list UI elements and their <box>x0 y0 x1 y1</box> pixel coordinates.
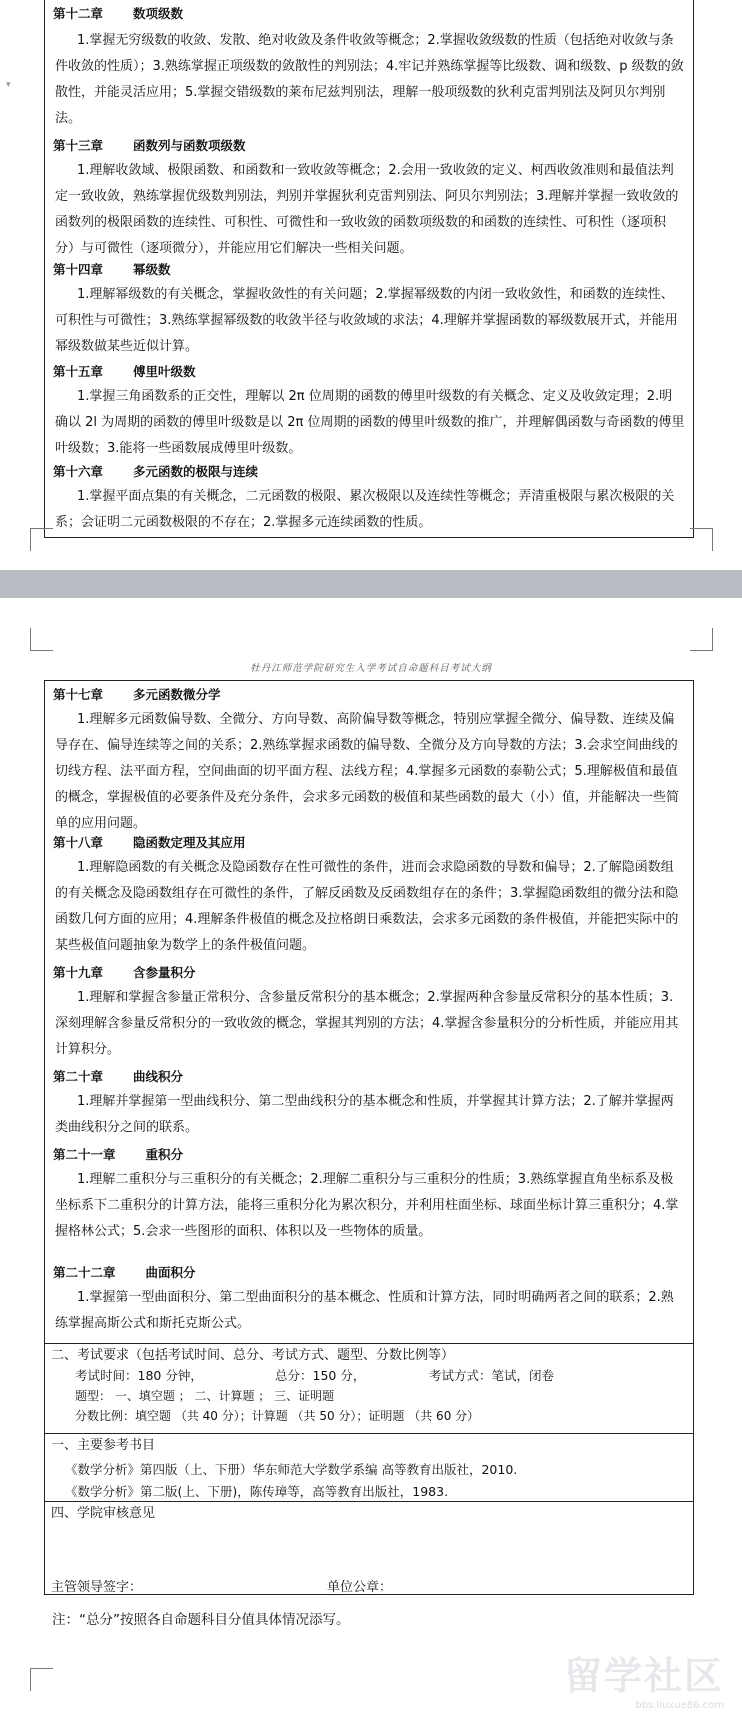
chapter-text-16: 1.掌握平面点集的有关概念，二元函数的极限、累次极限以及连续性等概念；弄清重极限与累次极限的关系；会证明二元函数极限的不存在；2.掌握多元连续函数的性质。 <box>55 489 675 530</box>
reference-item: 《数学分析》第二版(上、下册)，陈传璋等，高等教育出版社，1983. <box>65 1484 449 1499</box>
document-page-1 <box>0 0 742 570</box>
exam-heading: 二、考试要求（包括考试时间、总分、考试方式、题型、分数比例等） <box>51 1348 455 1363</box>
chapter-heading-13: 第十三章 函数列与函数项级数 <box>53 138 246 153</box>
chapter-text-14: 1.理解幂级数的有关概念，掌握收敛性的有关问题；2.掌握幂级数的内闭一致收敛性，和函数的连续性、可积性与可微性；3.熟练掌握幂级数的收敛半径与收敛域的求法；4.理解并掌握函数的幂级数展开式，并能用幂级数做某些近似计算。 <box>55 287 678 354</box>
chapter-text-17: 1.理解多元函数偏导数、全微分、方向导数、高阶偏导数等概念，特别应掌握全微分、偏导数、连续及偏导存在、偏导连续等之间的关系；2.熟练掌握求函数的偏导数、全微分及方向导数的方法；3.会求空间曲线的切线方程、法平面方程，空间曲面的切平面方程、法线方程；4.掌握多元函数的泰勒公式；5.理解极值和最值的概念，掌握极值的必要条件及充分条件，会求多元函数的极值和某些函数的最大（小）值，并能解决一些简单的应用问题。 <box>55 712 680 831</box>
review-heading: 四、学院审核意见 <box>51 1506 156 1521</box>
exam-total: 总分：150 分， <box>275 1368 366 1383</box>
page-corner-mark <box>30 528 53 551</box>
chapter-text-20: 1.理解并掌握第一型曲线积分、第二型曲线积分的基本概念和性质，并掌握其计算方法；2.了解并掌握两类曲线积分之间的联系。 <box>55 1094 674 1135</box>
page-corner-mark <box>690 628 713 651</box>
watermark <box>564 1645 724 1711</box>
leader-signature-label: 主管领导签字： <box>51 1580 143 1595</box>
page-corner-mark <box>30 1668 53 1691</box>
chapter-heading-22: 第二十二章 曲面积分 <box>53 1265 196 1280</box>
chapter-heading-19: 第十九章 含参量积分 <box>53 965 196 980</box>
chapter-text-18: 1.理解隐函数的有关概念及隐函数存在性可微性的条件，进而会求隐函数的导数和偏导；2.了解隐函数组的有关概念及隐函数组存在可微性的条件，了解反函数及反函数组存在的条件；3.掌握隐函数组的微分法和隐函数几何方面的应用；4.理解条件极值的概念及拉格朗日乘数法，会求多元函数的条件极值，并能把实际中的某些极值问题抽象为数学上的条件极值问题。 <box>55 860 679 953</box>
syllabus-box-page1 <box>44 0 694 538</box>
footnote: 注：“总分”按照各自命题科目分值具体情况添写。 <box>52 1612 350 1628</box>
chapter-heading-20: 第二十章 曲线积分 <box>53 1069 184 1084</box>
chapter-text-19: 1.理解和掌握含参量正常积分、含参量反常积分的基本概念；2.掌握两种含参量反常积分的基本性质；3.深刻理解含参量反常积分的一致收敛的概念，掌握其判别的方法；4.掌握含参量积分的分析性质，并能应用其计算积分。 <box>55 990 679 1057</box>
chapter-heading-16: 第十六章 多元函数的极限与连续 <box>53 464 259 479</box>
chapter-text-15: 1.掌握三角函数系的正交性，理解以 2π 位周期的函数的傅里叶级数的有关概念、定义及收敛定理；2.明确以 2l 为周期的函数的傅里叶级数是以 2π 位周期的函数的傅里叶级数的推广，并理解偶函数与奇函数的傅里叶级数；3.能将一些函数展成傅里叶级数。 <box>55 389 685 456</box>
watermark-url: bbs.liuxue86.com <box>635 1700 724 1711</box>
exam-time: 考试时间：180 分钟， <box>75 1368 203 1383</box>
unit-seal-label: 单位公章： <box>327 1580 393 1595</box>
chapter-heading-17: 第十七章 多元函数微分学 <box>53 687 221 702</box>
reference-item: 《数学分析》第四版（上、下册）华东师范大学数学系编 高等教育出版社，2010. <box>65 1462 518 1477</box>
chapter-heading-14: 第十四章 幂级数 <box>53 262 171 277</box>
chapter-heading-21: 第二十一章 重积分 <box>53 1147 184 1162</box>
chapter-heading-18: 第十八章 隐函数定理及其应用 <box>53 835 246 850</box>
chapter-text-22: 1.掌握第一型曲面积分、第二型曲面积分的基本概念、性质和计算方法，同时明确两者之间的联系；2.熟练掌握高斯公式和斯托克斯公式。 <box>55 1290 674 1331</box>
page-corner-mark <box>30 628 53 651</box>
review-section <box>45 1501 693 1595</box>
margin-mark: ▾ <box>6 80 11 90</box>
page-gap <box>0 570 742 598</box>
references-section <box>45 1433 693 1499</box>
page-header: 牡丹江师范学院研究生入学考试自命题科目考试大纲 <box>250 663 492 674</box>
exam-mode: 考试方式：笔试，闭卷 <box>429 1368 555 1383</box>
chapter-text-13: 1.理解收敛域、极限函数、和函数和一致收敛等概念；2.会用一致收敛的定义、柯西收敛准则和最值法判定一致收敛，熟练掌握优级数判别法，判别并掌握狄利克雷判别法、阿贝尔判别法；3.理解并掌握一致收敛的函数列的极限函数的连续性、可积性、可微性和一致收敛的函数项级数的和函数的连续性、可积性（逐项积分）与可微性（逐项微分），并能应用它们解决一些相关问题。 <box>55 163 679 256</box>
syllabus-box-page2 <box>44 680 694 1595</box>
chapter-heading-12: 第十二章 数项级数 <box>53 6 184 21</box>
chapter-heading-15: 第十五章 傅里叶级数 <box>53 364 196 379</box>
chapter-text-21: 1.理解二重积分与三重积分的有关概念；2.理解二重积分与三重积分的性质；3.熟练掌握直角坐标系及极坐标系下二重积分的计算方法，能将三重积分化为累次积分，并利用柱面坐标、球面坐标计算三重积分；4.掌握格林公式；5.会求一些图形的面积、体积以及一些物体的质量。 <box>55 1172 679 1239</box>
exam-score-ratio: 分数比例：填空题 （共 40 分）；计算题 （共 50 分）；证明题 （共 60 分） <box>75 1409 480 1423</box>
document-page-2 <box>0 598 742 1725</box>
page-corner-mark <box>690 528 713 551</box>
chapter-text-12: 1.掌握无穷级数的收敛、发散、绝对收敛及条件收敛等概念；2.掌握收敛级数的性质（包括绝对收敛与条件收敛的性质）；3.熟练掌握正项级数的敛散性的判别法；4.牢记并熟练掌握等比级数、调和级数、p 级数的敛散性，并能灵活应用；5.掌握交错级数的莱布尼兹判别法，理解一般项级数的狄利克雷判别法及阿贝尔判别法。 <box>55 33 684 126</box>
references-heading: 一、主要参考书目 <box>51 1438 156 1453</box>
exam-question-types: 题型： 一、填空题 ； 二、计算题 ； 三、证明题 <box>75 1389 335 1403</box>
watermark-logo-text: 留学社区 <box>563 1654 724 1698</box>
